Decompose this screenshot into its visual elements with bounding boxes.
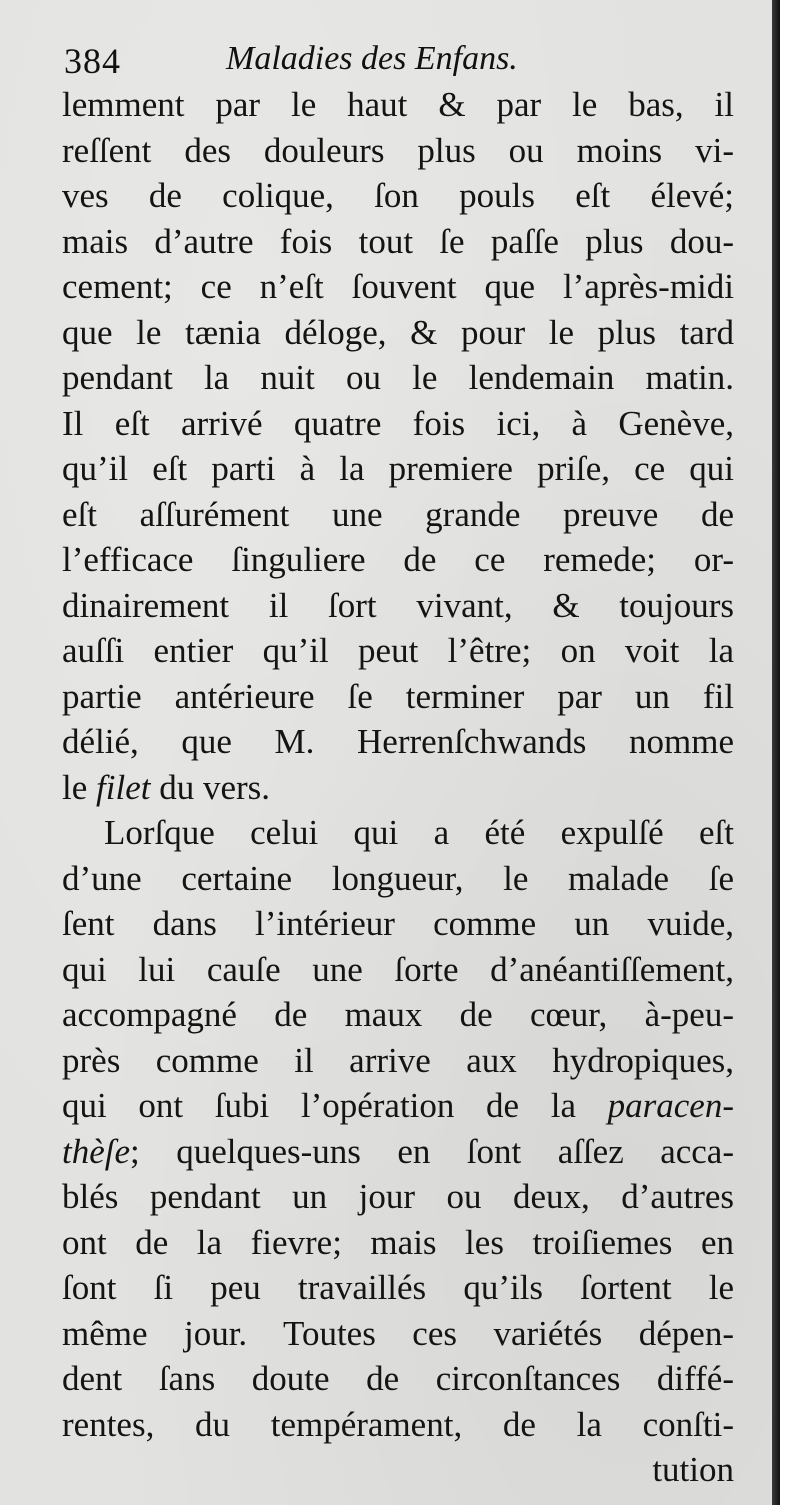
text-line: ſont ſi peu travaillés qu’ils ſortent le: [62, 1268, 734, 1307]
text-line: blés pendant un jour ou deux, d’autres: [62, 1177, 734, 1216]
text-line: pendant la nuit ou le lendemain matin.: [62, 358, 734, 397]
text-line: thèſe; quelques-uns en ſont aſſez acca-: [62, 1131, 734, 1171]
page-header: [64, 38, 744, 86]
text-line: eſt aſſurément une grande preuve de: [62, 494, 734, 534]
text-line: d’une certaine longueur, le malade ſe: [62, 858, 734, 898]
text-line: reſſent des douleurs plus ou moins vi-: [62, 130, 734, 170]
text-line: que le tænia déloge, & pour le plus tard: [62, 312, 734, 352]
text-line: délié, que M. Herrenſchwands nomme: [62, 722, 734, 761]
text-line: auſſi entier qu’il peut l’être; on voit la: [62, 631, 734, 670]
text-line: le filet du vers.: [62, 767, 271, 807]
text-line: mais d’autre fois tout ſe paſſe plus dou-: [62, 221, 734, 261]
text-line: l’efficace ſinguliere de ce remede; or-: [62, 540, 734, 579]
text-line: qui ont ſubi l’opération de la paracen-: [62, 1086, 734, 1125]
paragraph-start-line: Lorſque celui qui a été expulſé eſt: [104, 813, 734, 852]
catchword: tution: [652, 1450, 734, 1489]
text-line: rentes, du tempérament, de la conſti-: [62, 1404, 734, 1444]
text-line: accompagné de maux de cœur, à-peu-: [62, 995, 734, 1034]
text-line: cement; ce n’eſt ſouvent que l’après-midi: [62, 267, 734, 306]
page-number: 384: [64, 41, 121, 81]
page-edge-shadow: [772, 0, 780, 1505]
text-line: ont de la fievre; mais les troiſiemes en: [62, 1222, 734, 1262]
text-line: ſent dans l’intérieur comme un vuide,: [62, 904, 734, 943]
running-title: Maladies des Enfans.: [226, 40, 518, 77]
text-line: même jour. Toutes ces variétés dépen-: [62, 1313, 734, 1353]
body-text: [62, 82, 734, 1493]
text-line: partie antérieure ſe terminer par un fil: [62, 676, 734, 716]
text-line: Il eſt arrivé quatre fois ici, à Genève,: [62, 403, 734, 443]
text-line: qu’il eſt parti à la premiere priſe, ce qui: [62, 449, 734, 488]
text-line: lemment par le haut & par le bas, il: [62, 85, 734, 124]
text-line: ves de colique, ſon pouls eſt élevé;: [62, 176, 734, 215]
text-line: dent ſans doute de circonſtances diffé-: [62, 1359, 734, 1398]
text-line: près comme il arrive aux hydropiques,: [62, 1040, 734, 1080]
text-line: dinairement il ſort vivant, & toujours: [62, 585, 734, 625]
text-line: qui lui cauſe une ſorte d’anéantiſſement,: [62, 949, 734, 989]
